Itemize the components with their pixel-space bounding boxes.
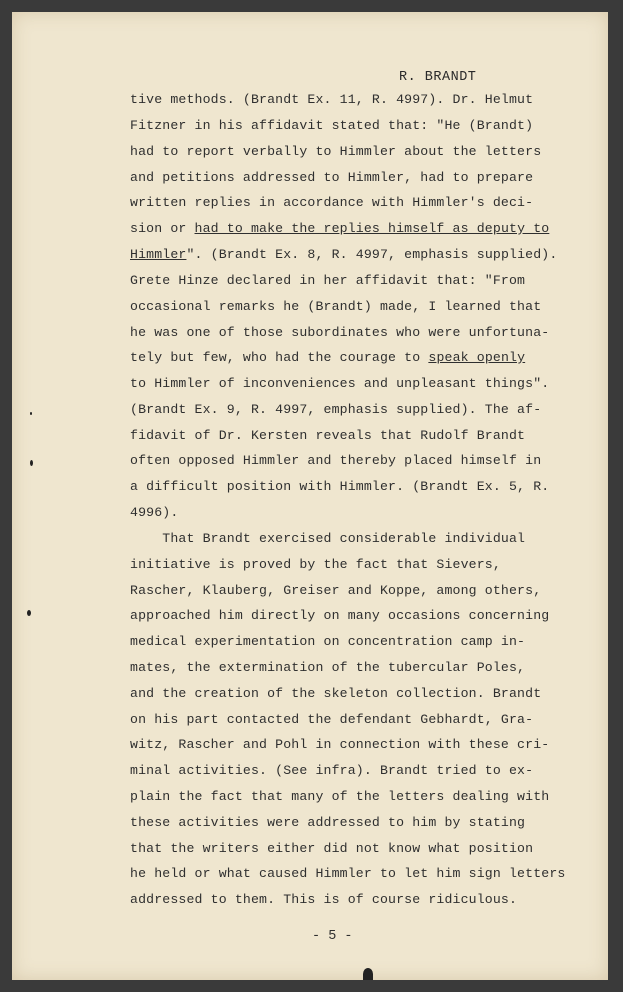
text-line	[130, 350, 525, 365]
text-line: fidavit of Dr. Kersten reveals that Rudolf Brandt	[130, 428, 526, 443]
text-line: (Brandt Ex. 9, R. 4997, emphasis supplied). The af-	[130, 402, 542, 417]
text-line	[130, 247, 557, 262]
text-line: plain the fact that many of the letters dealing with	[130, 789, 550, 804]
text-segment: ". (Brandt Ex. 8, R. 4997, emphasis supplied).	[186, 247, 558, 262]
text-line: witz, Rascher and Pohl in connection with these cri-	[130, 737, 550, 752]
text-line: and the creation of the skeleton collection. Brandt	[130, 686, 542, 701]
text-line: addressed to them. This is of course ridiculous.	[130, 892, 518, 907]
text-line: occasional remarks he (Brandt) made, I learned that	[130, 299, 542, 314]
margin-mark	[27, 610, 31, 616]
text-line: had to report verbally to Himmler about the letters	[130, 144, 542, 159]
text-line: tive methods. (Brandt Ex. 11, R. 4997). Dr. Helmut	[130, 92, 534, 107]
text-line: That Brandt exercised considerable individual	[130, 531, 526, 546]
text-line: on his part contacted the defendant Gebhardt, Gra-	[130, 712, 534, 727]
text-line: that the writers either did not know what position	[130, 841, 534, 856]
underlined-emphasis: speak openly	[428, 350, 526, 365]
text-line: Fitzner in his affidavit stated that: "He (Brandt)	[130, 118, 534, 133]
text-line: medical experimentation on concentration camp in-	[130, 634, 526, 649]
text-line: 4996).	[130, 505, 179, 520]
margin-mark	[30, 460, 33, 466]
text-line: and petitions addressed to Himmler, had to prepare	[130, 170, 534, 185]
text-segment: sion or	[130, 221, 195, 236]
text-line: Grete Hinze declared in her affidavit that: "From	[130, 273, 526, 288]
text-line: often opposed Himmler and thereby placed himself in	[130, 453, 542, 468]
underlined-emphasis: Himmler	[130, 247, 187, 262]
text-line: he held or what caused Himmler to let him sign letters	[130, 866, 566, 881]
text-segment: tely but few, who had the courage to	[130, 350, 429, 365]
text-line: a difficult position with Himmler. (Brandt Ex. 5, R.	[130, 479, 550, 494]
text-line: he was one of those subordinates who were unfortuna-	[130, 325, 550, 340]
text-line: initiative is proved by the fact that Sievers,	[130, 557, 501, 572]
text-line: minal activities. (See infra). Brandt tried to ex-	[130, 763, 534, 778]
margin-mark	[30, 412, 32, 415]
page-notch	[363, 968, 373, 980]
text-line: mates, the extermination of the tubercular Poles,	[130, 660, 526, 675]
page-number: - 5 -	[312, 929, 353, 944]
text-line: Rascher, Klauberg, Greiser and Koppe, among others,	[130, 583, 542, 598]
text-line	[130, 221, 549, 236]
text-line: these activities were addressed to him by stating	[130, 815, 526, 830]
text-line: to Himmler of inconveniences and unpleasant things".	[130, 376, 550, 391]
text-line: written replies in accordance with Himmler's deci-	[130, 195, 534, 210]
text-line: approached him directly on many occasions concerning	[130, 608, 550, 623]
page-header: R. BRANDT	[399, 70, 477, 85]
underlined-emphasis: had to make the replies himself as deputy to	[194, 221, 550, 236]
document-page	[12, 12, 608, 980]
